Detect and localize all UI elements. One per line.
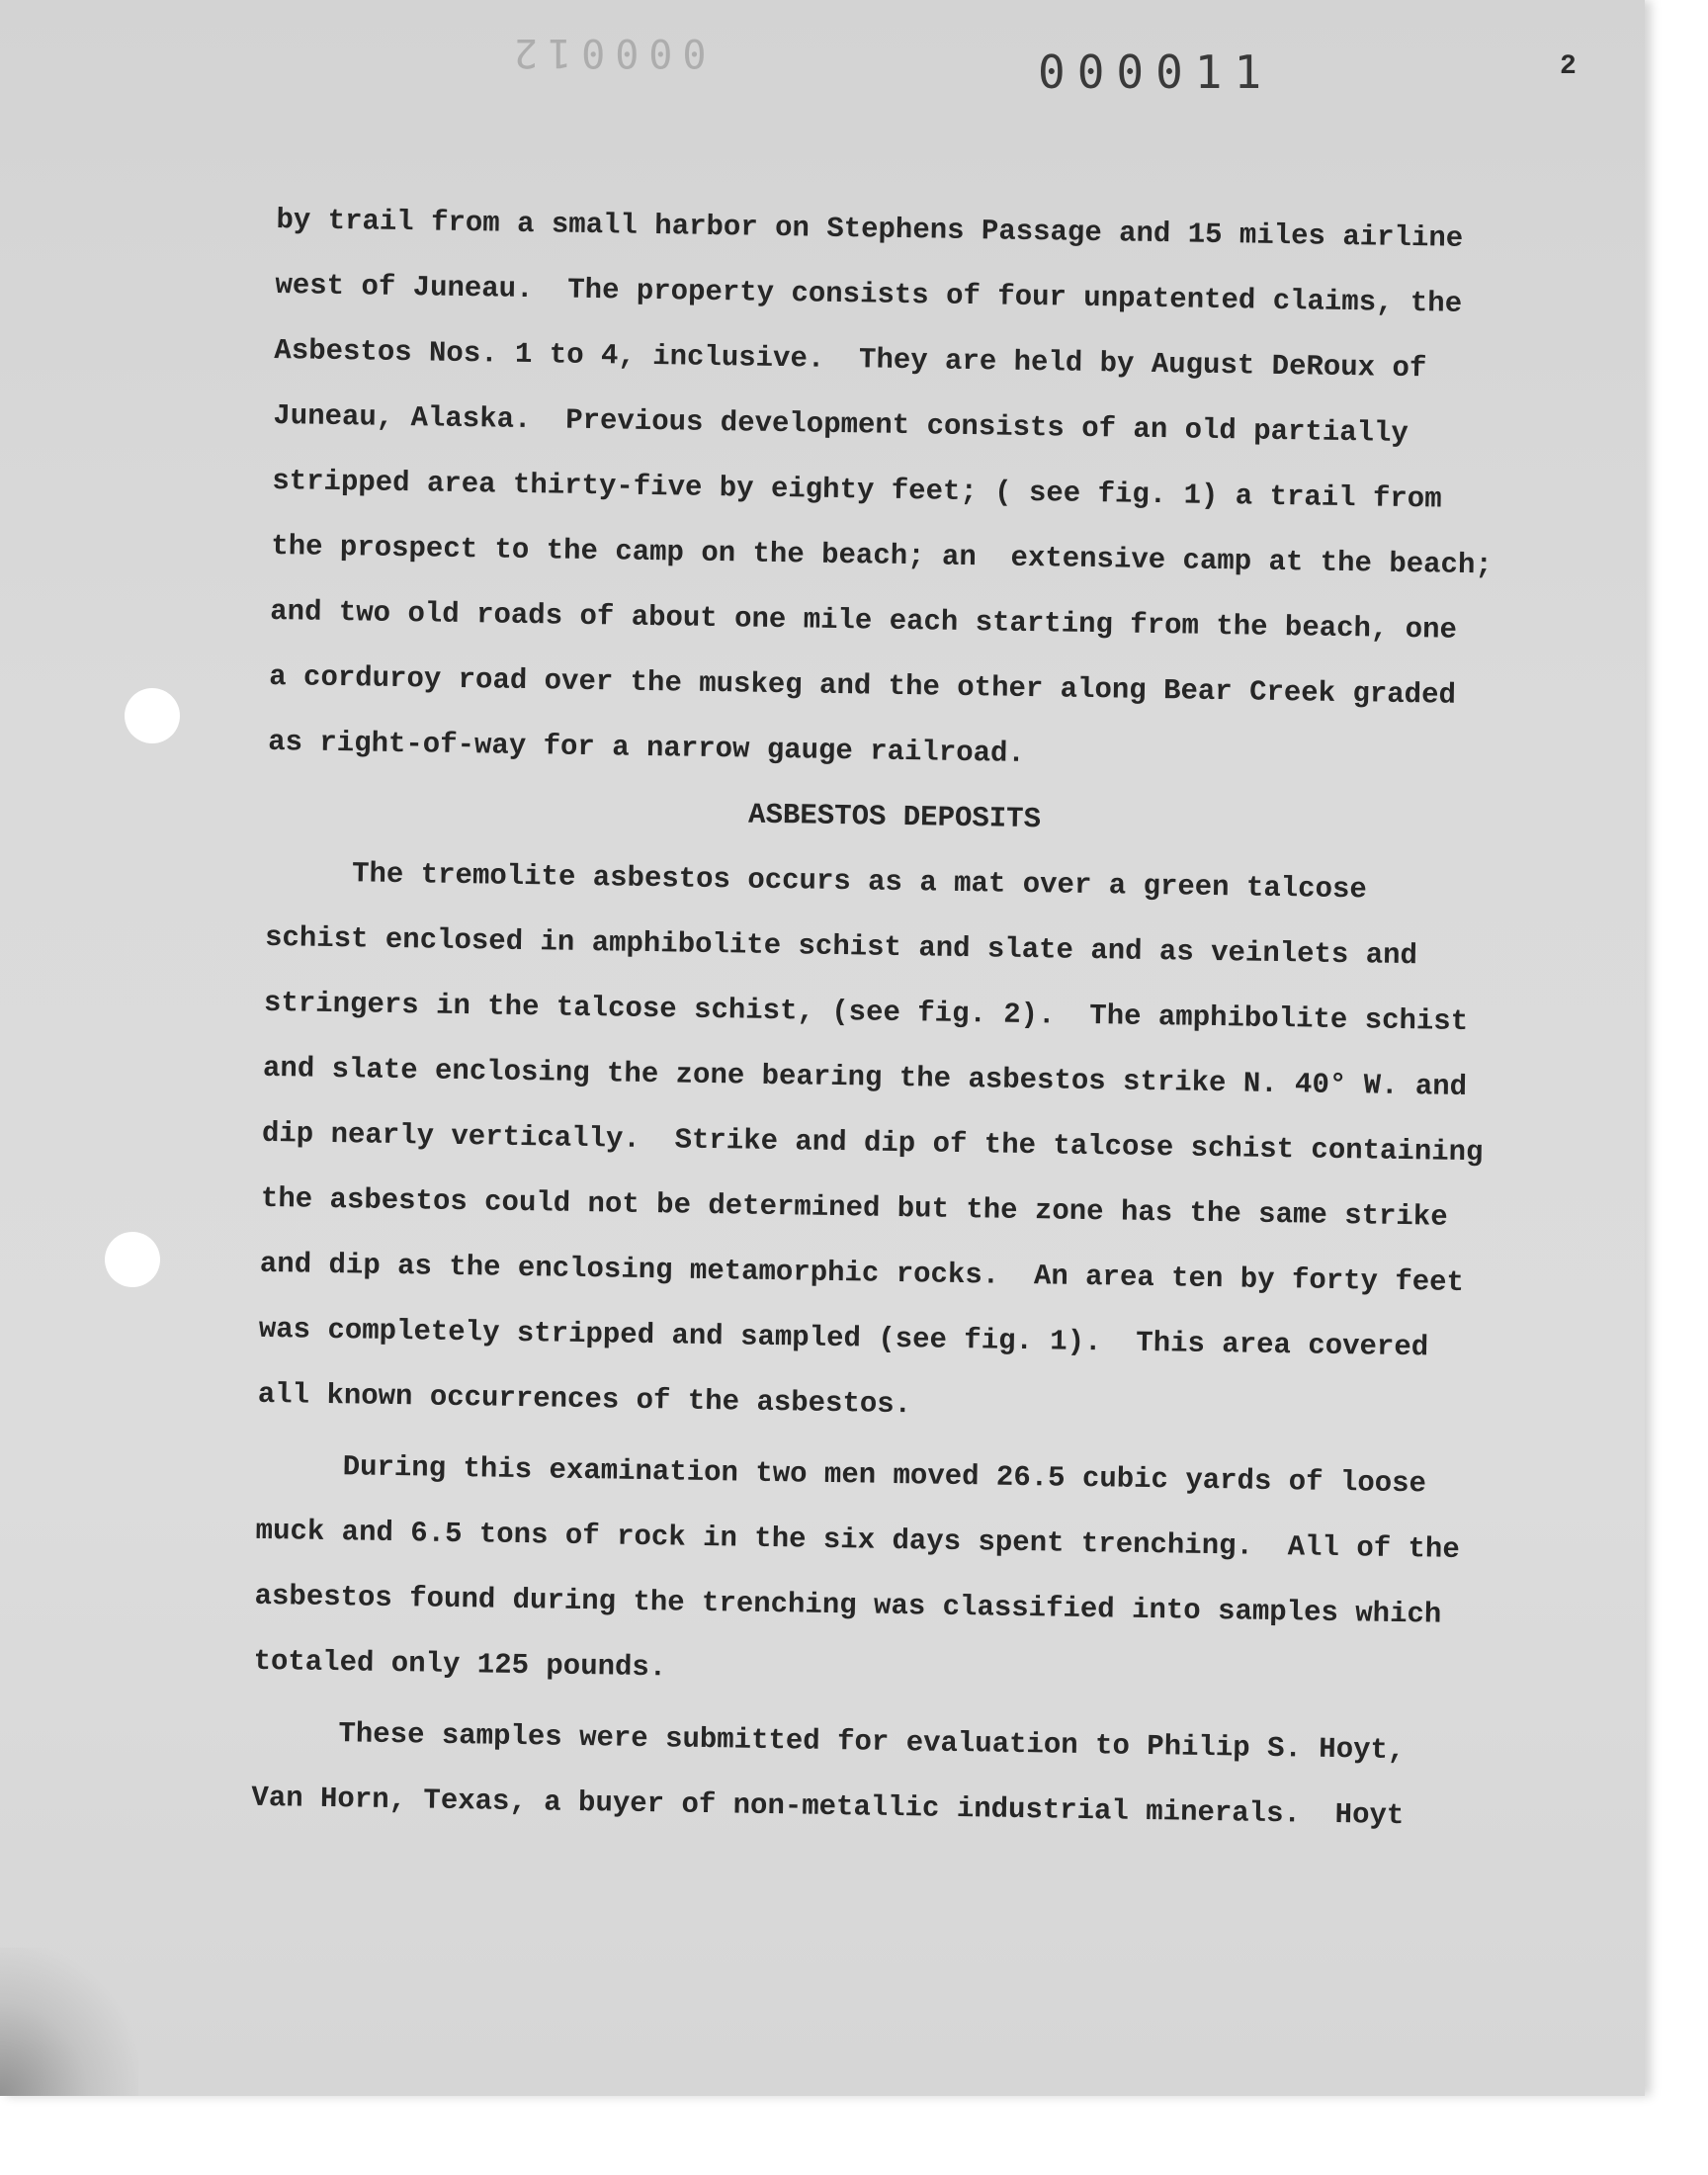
ghost-bates-stamp: 000012	[504, 30, 707, 75]
document-body	[251, 188, 1494, 1850]
text-line: stringers in the talcose schist, (see fig. 2). The amphibolite schist	[263, 986, 1469, 1039]
bates-stamp: 000011	[1038, 45, 1274, 99]
paragraph-examination	[253, 1434, 1460, 1713]
text-line: the asbestos could not be determined but the zone has the same strike	[260, 1181, 1448, 1234]
text-line: by trail from a small harbor on Stephens Passage and 15 miles airline	[276, 203, 1464, 255]
text-line: muck and 6.5 tons of rock in the six days spent trenching. All of the	[255, 1514, 1460, 1566]
text-line: stripped area thirty-five by eighty feet; ( see fig. 1) a trail from	[272, 464, 1442, 516]
text-line: Asbestos Nos. 1 to 4, inclusive. They are held by August DeRoux of	[274, 333, 1427, 386]
paragraph-intro	[267, 188, 1494, 794]
text-line: Van Horn, Texas, a buyer of non-metallic industrial minerals. Hoyt	[251, 1781, 1405, 1833]
page-number: 2	[1560, 51, 1577, 82]
paragraph-deposits	[257, 840, 1484, 1446]
text-line: totaled only 125 pounds.	[253, 1644, 667, 1685]
punch-hole-top	[125, 688, 180, 743]
text-line: a corduroy road over the muskeg and the other along Bear Creek graded	[268, 659, 1457, 712]
text-line: as right-of-way for a narrow gauge railroad.	[267, 725, 1026, 770]
text-line: was completely stripped and sampled (see fig. 1). This area covered	[258, 1312, 1429, 1364]
punch-hole-bottom	[105, 1232, 160, 1287]
text-line: and two old roads of about one mile each starting from the beach, one	[270, 594, 1458, 647]
text-line: The tremolite asbestos occurs as a mat over a green talcose	[265, 855, 1368, 907]
text-line: all known occurrences of the asbestos.	[257, 1377, 912, 1422]
text-line: During this examination two men moved 26.5 cubic yards of loose	[256, 1448, 1427, 1501]
text-line: the prospect to the camp on the beach; an extensive camp at the beach;	[271, 529, 1494, 582]
text-line: These samples were submitted for evaluation to Philip S. Hoyt,	[252, 1715, 1406, 1768]
text-line: and slate enclosing the zone bearing the asbestos strike N. 40° W. and	[262, 1051, 1468, 1104]
text-line: asbestos found during the trenching was classified into samples which	[254, 1579, 1442, 1631]
text-line: dip nearly vertically. Strike and dip of the talcose schist containing	[261, 1116, 1484, 1170]
section-heading: ASBESTOS DEPOSITS	[747, 798, 1042, 836]
text-line: west of Juneau. The property consists of four unpatented claims, the	[275, 268, 1463, 320]
text-line: schist enclosed in amphibolite schist and slate and as veinlets and	[264, 920, 1418, 973]
text-line: Juneau, Alaska. Previous development consists of an old partially	[273, 398, 1409, 451]
paragraph-samples	[251, 1700, 1449, 1850]
text-line: and dip as the enclosing metamorphic rocks. An area ten by forty feet	[259, 1247, 1465, 1299]
